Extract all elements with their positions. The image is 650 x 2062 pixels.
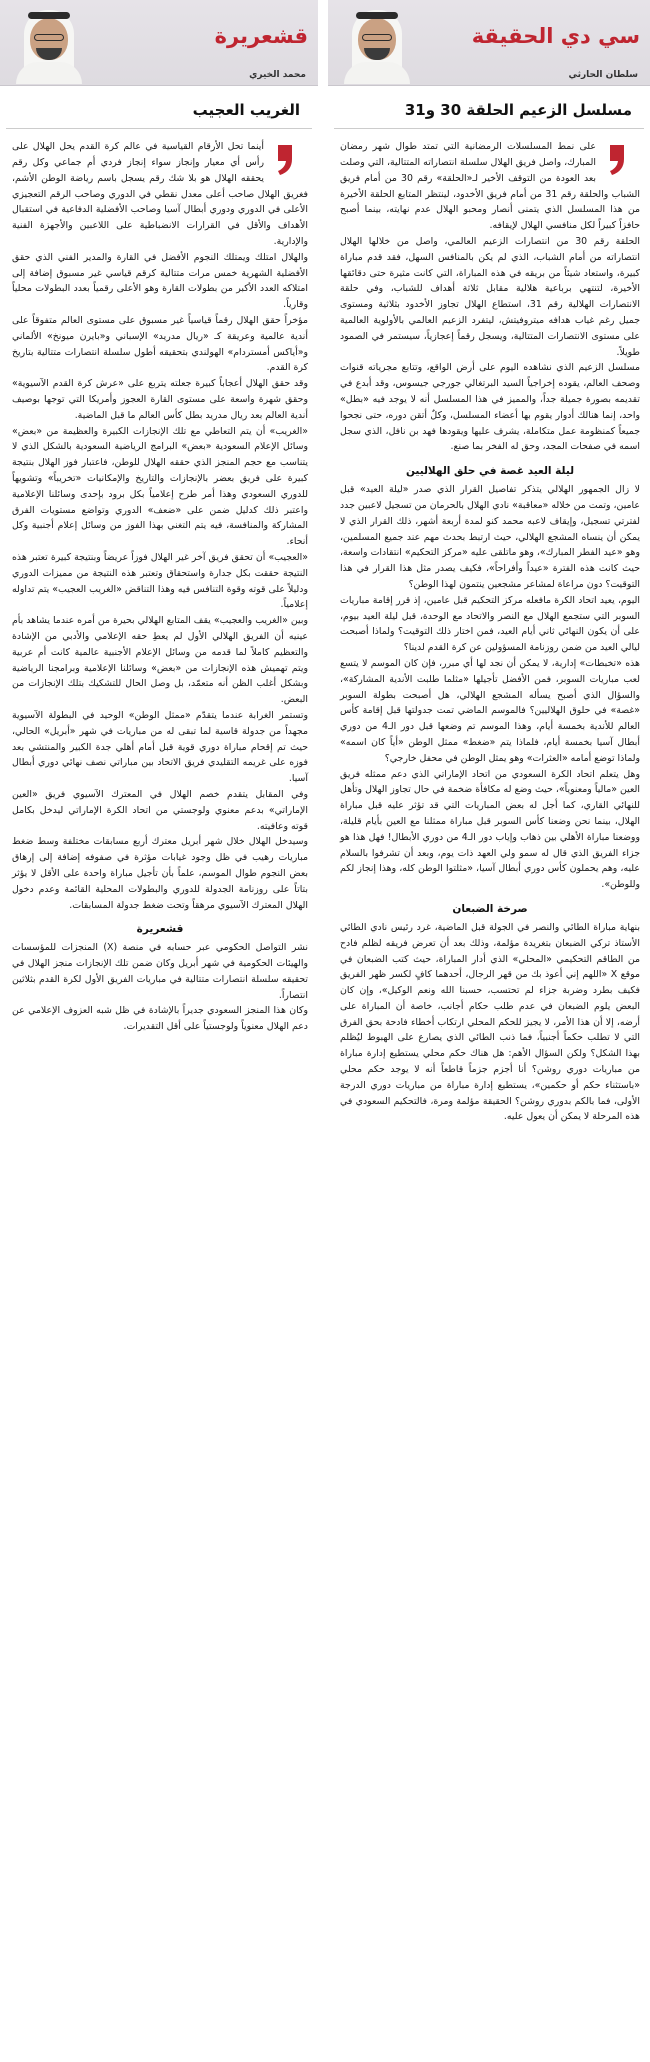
article-paragraph: على نمط المسلسلات الرمضانية التي تمتد طوال شهر رمضان المبارك، واصل فريق الهلال سلسلة انتصاراته المتتالية، التي وصلت بعد العودة من التوقف الأخير لـ«الحلقة» رقم 30 من أمام فريق الشباب والحلقة رقم 31 من أمام فريق الأخدود، لينتظر المتابع الحلقة الأخيرة من هذا المسلسل الذي يتمنى أنصار ومحبو الهلال عدم نهايته، بينما أصبح حافزاً كبيراً لكل منافسي الهلال لإيقافه. [340,141,641,232]
author-portrait [14,4,84,84]
article-paragraph: «العجيب» أن تحقق فريق آخر غير الهلال فوزاً عريضاً وبنتيجة كبيرة تعتبر هذه النتيجة حققت بكل جدارة واستحقاق وتعتبر هذه النتيجة من مميزات الدوري ودليلاً على قوته وقوة التنافس فيه وهذا التناقض «الغريب العجيب» يتم تداوله إعلامياً. [12,551,308,611]
author-portrait [342,4,412,84]
section-subhead: صرخة الضبعان [452,902,528,915]
section-subhead: ليلة العيد غصة في حلق الهلاليين [405,465,575,478]
author-name: سلطان الحارثي [568,70,638,80]
author-name: محمد الخيري [249,70,306,80]
article-paragraph: وقد حقق الهلال أعجاباً كبيرة جعلته يتربع على «عرش كرة القدم الآسيوية» وحقق شهرة واسعة على مستوى القارة العجوز وأمريكا التي توجها بوصيف أندية العالم بعد ريال مدريد بطل كأس العالم ما قبل الماضية. [12,378,308,421]
article-paragraph: اليوم، يعيد اتحاد الكرة مافعله مركز التحكيم قبل عامين، إذ قرر إقامة مباريات السوبر التي ستجمع الهلال مع النصر والاتحاد مع الوحدة، قبل ليلة العيد بيوم، على أن يكون النهائي ثاني أيام العيد، فمن اختار ذلك التوقيت؟ ولماذا أصبحت ليالي العيد من ضمن روزنامة المسؤولين عن كرة القدم لدينا؟ [340,594,640,654]
column-header [328,0,650,86]
article-paragraph: لا زال الجمهور الهلالي يتذكر تفاصيل القرار الذي صدر «ليلة العيد» قبل عامين، وتمت من خلاله «معاقبة» نادي الهلال بالحرمان من تسجيل لاعبين جدد لفترتي تسجيل، وإيقاف لاعبه محمد كنو لمدة أربعة أشهر، ذلك القرار الذي لا يمكن أن ينساه المشجع الهلالي، حيث ارتبط بحدث مهم عند جميع المسلمين، وهو «عيد الفطر المبارك»، وهو ماتلقى عليه «مركز التحكيم» انتقادات واسعة، حيث كانت هذه الفترة «عيداً وأفراحاً»، فكيف يصدر مثل هذا القرار في هذا التوقيت؟ دون مراعاة لمشاعر مشجعين ينتمون لهذا الوطن؟ [340,484,640,590]
article-paragraph: وتستمر الغرابة عندما يتقدّم «ممثل الوطن» الوحيد في البطولة الآسيوية مجهداً من جدولة قاسية لما تبقى له من مباريات في شهر «أبريل» الحالي، حيث تم إقحام مباراة دوري قوية قبل أمام أهلي جدة الكبير والمنتشي بعد فوزه على غريمه التقليدي فريق الاتحاد بين مباراتي نصف نهائي دوري أبطال آسيا. [12,709,308,785]
article-paragraph: والهلال امتلك ويمتلك النجوم الأفضل في القارة والمدير الفني الذي حقق الأفضلية الشهرية خمس مرات متتالية كرقم قياسي غير مسبوق إضافة إلى امتلاكه العدد الأكبر من بطولات القارة وهو الأعلى رقمياً بعدد البطولات محلياً وقارياً. [12,251,308,311]
article-paragraph: وفي المقابل يتقدم خصم الهلال في المعترك الآسيوي فريق «العين الإماراتي» بدعم معنوي ولوجستي من اتحاد الكرة الإماراتي ليدخل بكامل قوته وعافيته. [12,788,308,832]
article-paragraph: وكان هذا المنجز السعودي جديراً بالإشادة في ظل شبه العزوف الإعلامي عن دعم الهلال معنوياً ولوجستياً على أقل التقديرات. [12,1005,308,1033]
article-headline: الغريب العجيب [6,86,312,129]
article-paragraph: مسلسل الزعيم الذي نشاهده اليوم على أرض الواقع، وتتابع مجرياته قنوات وصحف العالم، يقوده إخراجياً السيد البرتغالي جورجي جيسوس، وقد أبدع في تقديمه بصورة جميلة جداً، والمميز في هذا المسلسل أنه لا يوجد فيه «بطل» واحد، إنما هنالك أدوار يقوم بها أعضاء المسلسل، وكلٌ أتقن دوره، حتى نجحوا جميعاً كمنظومة عمل متكاملة، يشرف عليها ويقودها فهد بن نافل، الذي سجل اسمه في صفحات المجد، وحق له الفخر بما صنع. [340,362,640,453]
article-body [328,129,650,1125]
article-paragraph: بنهاية مباراة الطائي والنصر في الجولة قبل الماضية، غرد رئيس نادي الطائي الأستاذ تركي الضبعان بتغريدة مؤلمة، وذلك بعد أن تعرض فريقه لظلم فادح من الطاقم التحكيمي «المحلي» الذي أدار المباراة، حيث كتب الضبعان في موقع X «اللهم إني أعوذ بك من قهر الرجال، أحدهما كافٍ لكسر ظهر الفريق فكيف بطرد وضربة جزاء لم تحتسب، حسبنا الله ونعم الوكيل»، وإن كان البعض يلوم الضبعان في عدم طلب حكام أجانب، خاصة أن المباراة على أرضه، إلا أن هذا الأمر، لا يجيز للحكم المحلي ارتكاب أخطاء فادحة بحق الفرق التي لا تطلب حكماً أجنبياً، فما ذنب الطائي الذي يصارع على الهبوط ليُظلم بهذا الشكل؟ ولكن السؤال الأهم: هل هناك حكم محلي يستطيع إدارة مباراة من مباريات دوري روشن؟ أنا أجزم جزماً قاطعاً أنه لا يوجد حكم محلي «باستثناء حكم أو حكمين»، يستطيع إدارة مباراة من مباريات دوري الدرجة الأولى، فما بالكم بدوري روشن؟ الحقيقة مؤلمة ومرة، فالتحكيم السعودي في هذه المرحلة لا يمكن أن يعول عليه. [340,921,640,1123]
article-paragraph: نشر التواصل الحكومي عبر حسابه في منصة (X) المنجزات للمؤسسات والهيئات الحكومية في شهر أبريل وكان ضمن تلك الإنجازات منجز الهلال في تحقيقه سلسلة انتصارات متتالية في مباريات الفريق الأول لكرة القدم بثلاثين انتصاراً. [12,942,308,1001]
article-paragraph: وهل يتعلم اتحاد الكرة السعودي من اتحاد الإماراتي الذي دعم ممثله فريق العين «مالياً ومعنوياً»، حيث وضع له مكافأة ضخمة في حال تجاوز الهلال وتأهل للنهائي القاري، كما أجل له بعض المباريات التي قد تؤثر عليه قبل مباراة الهلال، بينما نحن وضعنا كأس السوبر قبل مباراة ممثلنا مع العين بأيام قليلة، ووضعنا مباراة الأهلي بين ذهاب وإياب دور الـ4 من دوري الأبطال! فهل هذا هو جزاء الفريق الذي قال له سمو ولي العهد ذات يوم، وبعد أن تشرفوا بالسلام عليه، وهم يحملون كأس دوري أبطال آسيا، «مثلتوا الوطن كله، وهذا إنجاز لكم وللوطن». [340,768,640,891]
quote-mark-icon [602,141,640,179]
article-body [0,129,318,1035]
article-paragraph: وسيدخل الهلال خلال شهر أبريل معترك أربع مسابقات مختلفة وسط ضغط مباريات رهيب في ظل وجود غيابات مؤثرة في صفوفه إضافة إلى إرهاق بعض النجوم طوال الموسم، علماً بأن تأجيل مباراة واحدة على الأقل لا يؤثر بتاتاً على روزنامة الجدولة للدوري والبطولات المحلية القائمة وعدم دخول الهلال المعترك الآسيوي مرهقاً وتحت ضغط جدولة المسابقات. [12,836,308,911]
article-paragraph: «الغريب» أن يتم التعاطي مع تلك الإنجازات الكبيرة والعظيمة من «بعض» وسائل الإعلام السعودية «بعض» البرامج الرياضية السعودية بالشكل الذي لا يتناسب مع حجم المنجز الذي حققه الهلال للوطن، فاعتبار فوز الهلال بنتيجة كبيرة على فريق بعضر بالإنجازات والتاريخ والإمكانيات «تخريباً» وتشويهاً للدوري السعودي وهذا أمر طرح إعلامياً بكل برود بإحدى وسائلنا الإعلامية واعتبر ذلك كدليل ضمن على «ضعف» الدوري وتواضع مستويات الفرق المشاركة والمنافسة، فيه يتم التغني بهذا الفوز من وسائل إعلام أجنبية وكل أنحاء. [12,425,308,548]
article-paragraph: أينما تحل الأرقام القياسية في عالم كرة القدم يحل الهلال على رأس أي معيار وإنجاز سواء إنجاز فردي أم جماعي وكل رقم يحققه الهلال هو بلا شك رقم يسجل باسم رياضة الوطن الأشم، فغريق الهلال صاحب أعلى معدل نقطي في الدوري وصاحب الرقم التعجيزي الأعلى في الدوري ودوري أبطال آسيا وصاحب الأفضلية الدفاعية في استقبال الأهداف والأقل في القرارات الانضباطية على اللاعبين والأجهزة الفنية والإدارية. [12,141,308,248]
section-subhead: قشعريرة [136,923,184,936]
article-paragraph: وبين «الغريب والعجيب» يقف المتابع الهلالي بحيرة من أمره عندما يشاهد بأم عينيه أن الفريق الهلالي الأول لم يعطِ حقه الإعلامي والأدبي من الإشادة والتعظيم كاملاً لما قدمه من وسائل الإعلام الأجنبية عالمية كانت أم عربية ويتم تهميش هذه الإنجازات من «بعض» وسائلنا الإعلامية وبرامجنا الرياضية وبشكل أغلب الظن أنه متعمّد، بل وصل الحال للتشكيك بتلك الإنجازات من البعض. [12,615,308,706]
article-paragraph: الحلقة رقم 30 من انتصارات الزعيم العالمي، واصل من خلالها الهلال انتصاراته من أمام الشباب، الذي لم يكن بالمنافس السهل، فقد قدم مباراة كبيرة، واستعاد شيئاً من بريقه في هذه المباراة، التي كانت مثيرة حتى دقائقها الأخيرة، لتنتهي برباعية هلالية مقابل ثلاثة أهداف للشباب، وفي حلقة الانتصارات الهلالية رقم 31، استطاع الهلال تجاوز الأخدود بثلاثية ومستوى جميل رغم غياب هدافه ميتروفيتش، ليتفرد الزعيم العالمي بالأولوية العالمية على مستوى الانتصارات المتتالية، ويسجل رقماً إعجازياً، سيستمر في الصمود طويلاً. [340,236,641,358]
article-paragraph: هذه «تخبطات» إدارية، لا يمكن أن نجد لها أي مبرر، فإن كان الموسم لا يتسع لعب مباريات السوبر، فمن الأفضل تأجيلها «مثلما طلبت الأندية المشاركة»، والسؤال الذي أصبح يسأله المشجع الهلالي، هل أصبحت بطولة السوبر «غصة» في حلوق الهلاليين؟ فالموسم الماضي تمت جدولتها قبل إقامة كأس العالم للأندية بخمسة أيام، وهذا الموسم تم وضعها قبل دور الـ4 من دوري أبطال آسيا بخمسة أيام، فلماذا يتم «ضغط» ممثل الوطن «أياً كان اسمه» ولماذا توضع أمامه «العثرات» وهو يمثل الوطن في محفل خارجي؟ [340,657,640,764]
column-name: سي دي الحقيقة [471,24,640,48]
article-headline: مسلسل الزعيم الحلقة 30 و31 [334,86,644,129]
column-header [0,0,318,86]
column-right [328,0,650,2062]
article-paragraph: مؤخراً حقق الهلال رقماً قياسياً غير مسبوق على مستوى العالم متفوقاً على أندية عالمية وعريقة كـ «ريال مدريد» الإسباني و«بايرن ميونخ» الألماني و«أياكس أمستردام» الهولندي بتحقيقه أطول سلسلة انتصارات متتالية بتاريخ كرة القدم. [12,315,308,374]
column-name: قشعريرة [214,24,308,48]
column-left [0,0,318,2062]
quote-mark-icon [270,141,308,179]
